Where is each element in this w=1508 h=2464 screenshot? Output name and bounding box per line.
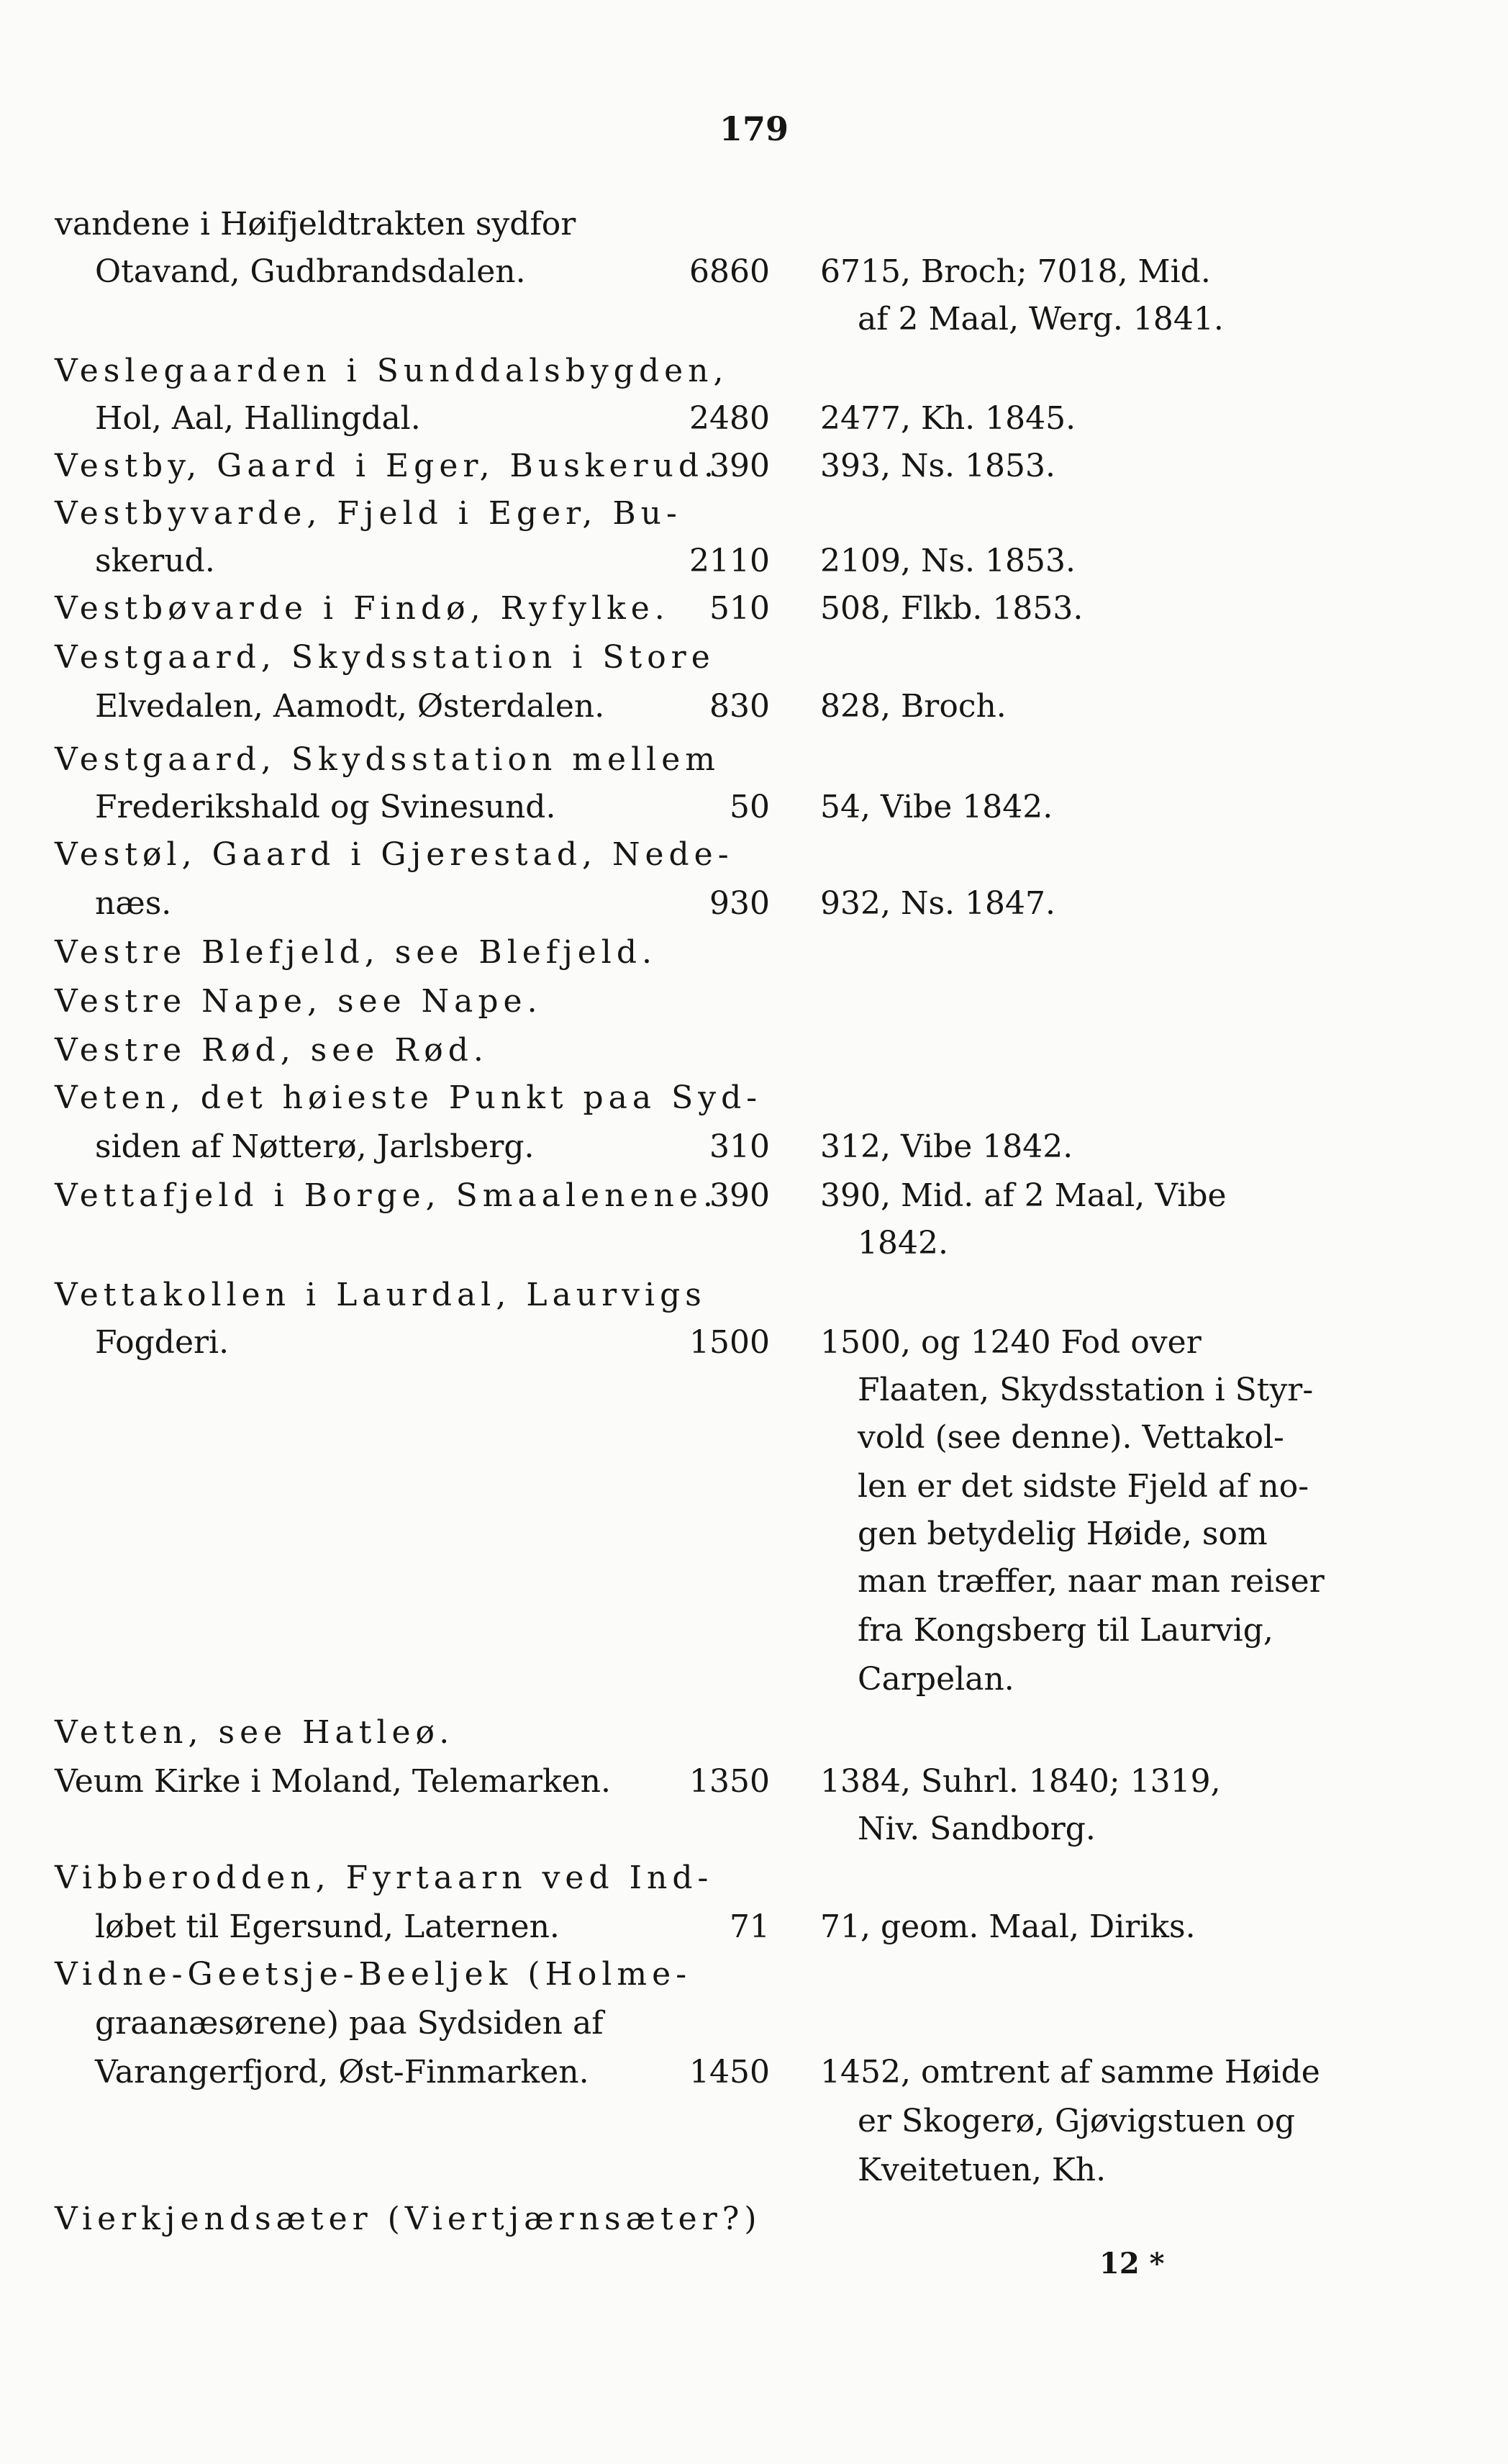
entry-height: 6860: [689, 253, 770, 290]
entry-note: 390, Mid. af 2 Maal, Vibe: [820, 1177, 1227, 1214]
entry-note: gen betydelig Høide, som: [858, 1516, 1268, 1552]
page-number: 179: [719, 109, 789, 148]
entry-name: løbet til Egersund, Laternen.: [95, 1908, 560, 1945]
entry-note: af 2 Maal, Werg. 1841.: [858, 301, 1224, 338]
entry-name: Vestre Blefjeld, see Blefjeld.: [55, 934, 657, 971]
entry-name: Veten, det høieste Punkt paa Syd-: [55, 1079, 763, 1116]
entry-name: Vibberodden, Fyrtaarn ved Ind-: [55, 1860, 714, 1896]
entry-height: 50: [730, 789, 770, 825]
entry-name: Vestby, Gaard i Eger, Buskerud.: [55, 448, 719, 484]
entry-name: Fogderi.: [95, 1324, 230, 1361]
entry-note: vold (see denne). Vettakol-: [858, 1419, 1284, 1456]
entry-note: 312, Vibe 1842.: [820, 1128, 1073, 1165]
entry-height: 1500: [689, 1324, 770, 1361]
entry-name: Vestgaard, Skydsstation i Store: [55, 639, 715, 676]
entry-note: len er det sidste Fjeld af no-: [858, 1468, 1309, 1505]
signature-mark: 12 *: [1099, 2247, 1165, 2280]
entry-name: Hol, Aal, Hallingdal.: [95, 400, 421, 437]
entry-name: Vierkjendsæter (Viertjærnsæter?): [55, 2201, 762, 2237]
entry-name: vandene i Høifjeldtrakten sydfor: [55, 206, 576, 243]
entry-note: 828, Broch.: [820, 688, 1007, 725]
entry-note: 1452, omtrent af samme Høide: [820, 2054, 1320, 2091]
entry-name: Vettakollen i Laurdal, Laurvigs: [55, 1277, 707, 1313]
entry-name: Vetten, see Hatleø.: [55, 1714, 455, 1751]
entry-note: 2477, Kh. 1845.: [820, 400, 1076, 437]
entry-height: 390: [709, 1177, 770, 1214]
entry-height: 2480: [689, 400, 770, 437]
entry-note: er Skogerø, Gjøvigstuen og: [858, 2103, 1296, 2139]
entry-name: graanæsørene) paa Sydsiden af: [95, 2005, 604, 2042]
entry-note: 54, Vibe 1842.: [820, 789, 1053, 825]
entry-note: 71, geom. Maal, Diriks.: [820, 1908, 1196, 1945]
entry-name: Vettafjeld i Borge, Smaalenene.: [55, 1177, 718, 1214]
entry-note: 1500, og 1240 Fod over: [820, 1324, 1202, 1361]
entry-name: Otavand, Gudbrandsdalen.: [95, 253, 526, 290]
entry-name: Vestbyvarde, Fjeld i Eger, Bu-: [55, 495, 682, 532]
entry-note: 932, Ns. 1847.: [820, 885, 1055, 922]
entry-note: 1842.: [858, 1225, 948, 1262]
entry-name: Vestbøvarde i Findø, Ryfylke.: [55, 590, 670, 627]
entry-name: Veslegaarden i Sunddalsbygden,: [55, 353, 729, 389]
entry-name: Elvedalen, Aamodt, Østerdalen.: [95, 688, 605, 725]
entry-note: Niv. Sandborg.: [858, 1811, 1096, 1847]
entry-name: Varangerfjord, Øst-Finmarken.: [95, 2054, 589, 2091]
entry-name: siden af Nøtterø, Jarlsberg.: [95, 1128, 535, 1165]
entry-name: Vestre Nape, see Nape.: [55, 983, 542, 1020]
entry-name: Vidne-Geetsje-Beeljek (Holme-: [55, 1956, 692, 1993]
entry-note: 6715, Broch; 7018, Mid.: [820, 253, 1211, 290]
entry-note: Carpelan.: [858, 1661, 1014, 1698]
entry-height: 1450: [689, 2054, 770, 2091]
entry-height: 510: [709, 590, 770, 627]
entry-name: Veum Kirke i Moland, Telemarken.: [55, 1763, 611, 1800]
entry-height: 310: [709, 1128, 770, 1165]
entry-note: fra Kongsberg til Laurvig,: [858, 1612, 1273, 1649]
entry-height: 830: [709, 688, 770, 725]
entry-name: næs.: [95, 885, 172, 922]
entry-note: 508, Flkb. 1853.: [820, 590, 1084, 627]
entry-note: 1384, Suhrl. 1840; 1319,: [820, 1763, 1221, 1800]
entry-height: 71: [730, 1908, 770, 1945]
entry-height: 390: [709, 448, 770, 484]
entry-name: Vestøl, Gaard i Gjerestad, Nede-: [55, 836, 734, 873]
entry-name: Vestgaard, Skydsstation mellem: [55, 741, 720, 778]
entry-height: 2110: [689, 543, 770, 579]
entry-name: skerud.: [95, 543, 215, 579]
entry-note: 393, Ns. 1853.: [820, 448, 1055, 484]
entry-note: 2109, Ns. 1853.: [820, 543, 1076, 579]
entry-height: 930: [709, 885, 770, 922]
entry-note: Flaaten, Skydsstation i Styr-: [858, 1372, 1314, 1408]
entry-name: Frederikshald og Svinesund.: [95, 789, 556, 825]
entry-height: 1350: [689, 1763, 770, 1800]
entry-note: man træffer, naar man reiser: [858, 1563, 1325, 1600]
entry-name: Vestre Rød, see Rød.: [55, 1032, 489, 1069]
entry-note: Kveitetuen, Kh.: [858, 2152, 1107, 2188]
